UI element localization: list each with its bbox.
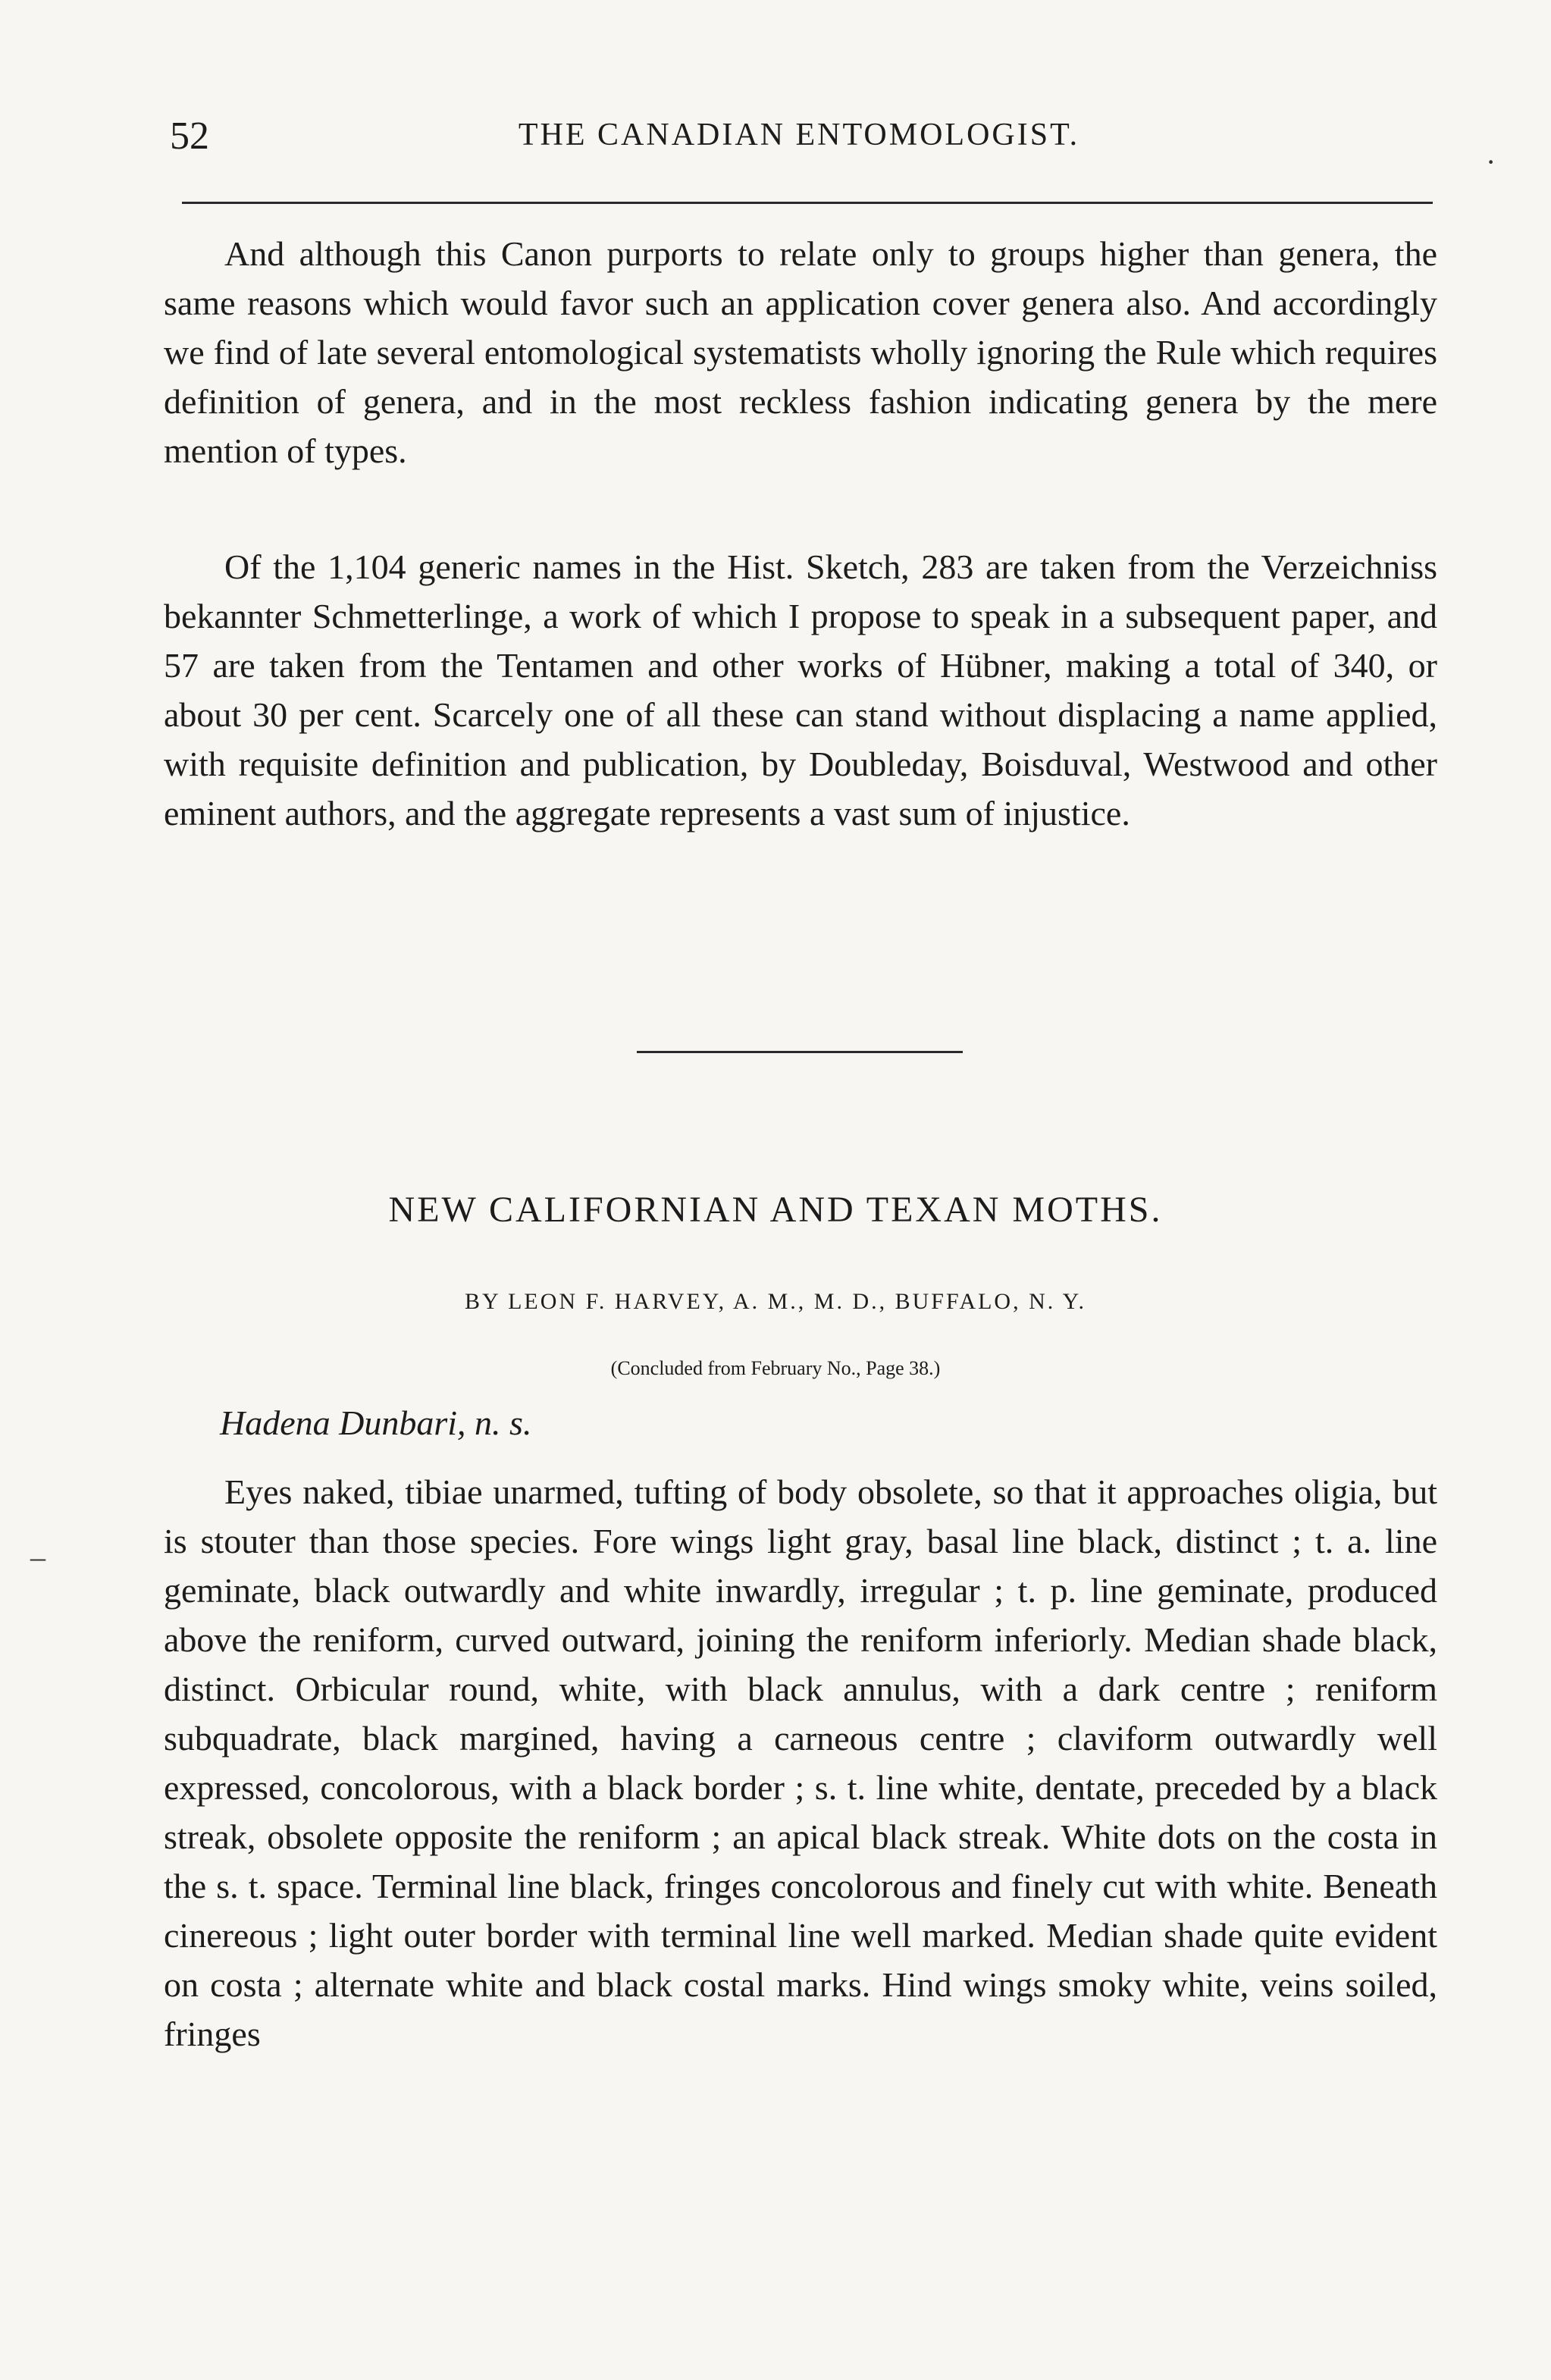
species-description: Eyes naked, tibiae unarmed, tufting of body obsolete, so that it approaches oligia, but is stouter than those species. Fore wings light gray, basal line black, distinct ; t. a. line geminate, black outwardly and white inwardly, irregular ; t. p. line geminate, produced above the reniform, curved outward, joining the reniform inferiorly. Median shade black, distinct. Orbicular round, white, with black annulus, with a dark centre ; reniform subquadrate, black margined, having a carneous centre ; claviform outwardly well expressed, concolorous, with a black border ; s. t. line white, dentate, preceded by a black streak, obsolete opposite the reniform ; an apical black streak. White dots on the costa in the s. t. space. Terminal line black, fringes concolorous and finely cut with white. Beneath cinereous ; light outer border with terminal line well marked. Median shade quite evident on costa ; alternate white and black costal marks. Hind wings smoky white, veins soiled, fringes	[164, 1472, 1437, 2053]
running-head: THE CANADIAN ENTOMOLOGIST.	[518, 118, 1080, 152]
margin-dot: ·	[1486, 145, 1496, 179]
article-byline: BY LEON F. HARVEY, A. M., M. D., BUFFALO, N. Y.	[465, 1289, 1086, 1314]
continuation-note: (Concluded from February No., Page 38.)	[610, 1357, 941, 1379]
page-number: 52	[170, 114, 209, 158]
header-rule	[182, 202, 1433, 204]
article-title: NEW CALIFORNIAN AND TEXAN MOTHS.	[388, 1190, 1163, 1230]
page-header	[170, 114, 1428, 167]
margin-dash: –	[30, 1540, 45, 1574]
section-divider	[637, 1051, 963, 1053]
paragraph-canon: And although this Canon purports to relate only to groups higher than genera, the same reasons which would favor such an application cover genera also. And accordingly we find of late several entomological systematists wholly ignoring the Rule which requires definition of genera, and in the most reckless fashion indicating genera by the mere mention of types.	[164, 234, 1437, 470]
paragraph-generic-names: Of the 1,104 generic names in the Hist. Sketch, 283 are taken from the Verzeichniss bekannter Schmetterlinge, a work of which I propose to speak in a subsequent paper, and 57 are taken from the Tentamen and other works of Hübner, making a total of 340, or about 30 per cent. Scarcely one of all these can stand without displacing a name applied, with requisite definition and publication, by Doubleday, Boisduval, Westwood and other eminent authors, and the aggregate represents a vast sum of injustice.	[164, 547, 1437, 833]
species-heading: Hadena Dunbari, n. s.	[220, 1403, 532, 1442]
